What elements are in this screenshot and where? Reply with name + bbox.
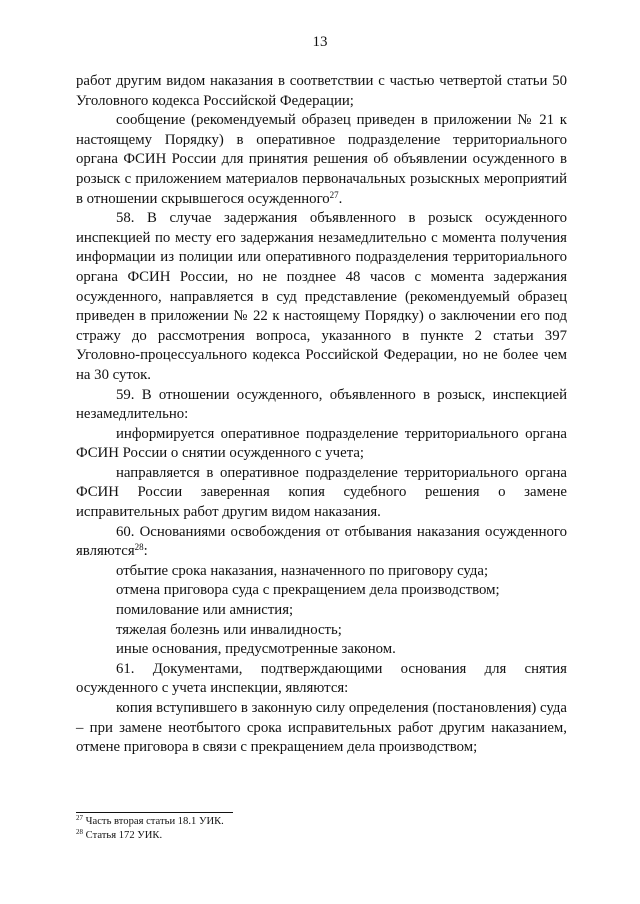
footnote-number: 28 bbox=[76, 827, 83, 836]
footnote-text: Часть вторая статьи 18.1 УИК. bbox=[83, 816, 224, 827]
paragraph-60 bbox=[76, 523, 567, 562]
paragraph-text: 60. Основаниями освобождения от отбывания наказания осужденного являются bbox=[76, 523, 567, 560]
paragraph-61: 61. Документами, подтверждающими основания для снятия осужденного с учета инспекции, являются: bbox=[76, 660, 567, 697]
paragraph: копия вступившего в законную силу определения (постановления) суда – при замене неотбытого срока исправительных работ другим наказанием, отмене приговора в связи с прекращением дела производством; bbox=[76, 700, 567, 756]
paragraph-text: . bbox=[338, 190, 343, 207]
footnote bbox=[76, 815, 567, 829]
footnotes bbox=[76, 815, 567, 842]
footnote bbox=[76, 829, 567, 843]
list-item: помилование или амнистия; bbox=[116, 602, 294, 619]
footnote-ref: 28 bbox=[134, 542, 144, 553]
footnote-text: Статья 172 УИК. bbox=[83, 829, 163, 841]
list-item: тяжелая болезнь или инвалидность; bbox=[116, 621, 342, 638]
paragraph-59: 59. В отношении осужденного, объявленного в розыск, инспекцией незамедлительно: bbox=[76, 386, 567, 423]
page-number: 13 bbox=[312, 34, 328, 50]
list-item: отбытие срока наказания, назначенного по приговору суда; bbox=[116, 562, 489, 579]
paragraph bbox=[76, 111, 567, 209]
paragraph: направляется в оперативное подразделение территориального органа ФСИН России заверенная копия судебного решения о замене исправительных работ другим видом наказания. bbox=[76, 464, 567, 521]
footnote-number: 27 bbox=[76, 814, 83, 822]
footnote-ref: 27 bbox=[329, 189, 339, 200]
paragraph-58: 58. В случае задержания объявленного в розыск осужденного инспекцией по месту его задержания незамедлительно с момента получения информации из полиции или оперативного подразделения территориального органа ФСИН России, но не позднее 48 часов с момента задержания осужденного, направляется в суд представление (рекомендуемый образец приведен в приложении № 22 к настоящему Порядку) о заключении его под стражу до рассмотрения вопроса, указанного в пункте 2 статьи 397 Уголовно-процессуального кодекса Российской Федерации, но не более чем на 30 суток. bbox=[76, 210, 567, 383]
list-item: иные основания, предусмотренные законом. bbox=[116, 641, 396, 658]
paragraph-text: : bbox=[143, 543, 148, 560]
paragraph-text: сообщение (рекомендуемый образец приведен в приложении № 21 к настоящему Порядку) в оперативное подразделение территориального органа ФСИН России для принятия решения об объявлении осужденного в розыск с приложением материалов первоначальных розыскных мероприятий в отношении скрывшегося осужденного bbox=[76, 112, 567, 207]
paragraph: информируется оперативное подразделение территориального органа ФСИН России о снятии осужденного с учета; bbox=[76, 425, 567, 462]
paragraph: работ другим видом наказания в соответствии с частью четвертой статьи 50 Уголовного кодекса Российской Федерации; bbox=[76, 73, 567, 109]
document-body bbox=[76, 72, 567, 758]
list-item: отмена приговора суда с прекращением дела производством; bbox=[116, 582, 500, 599]
footnote-separator bbox=[76, 812, 233, 813]
